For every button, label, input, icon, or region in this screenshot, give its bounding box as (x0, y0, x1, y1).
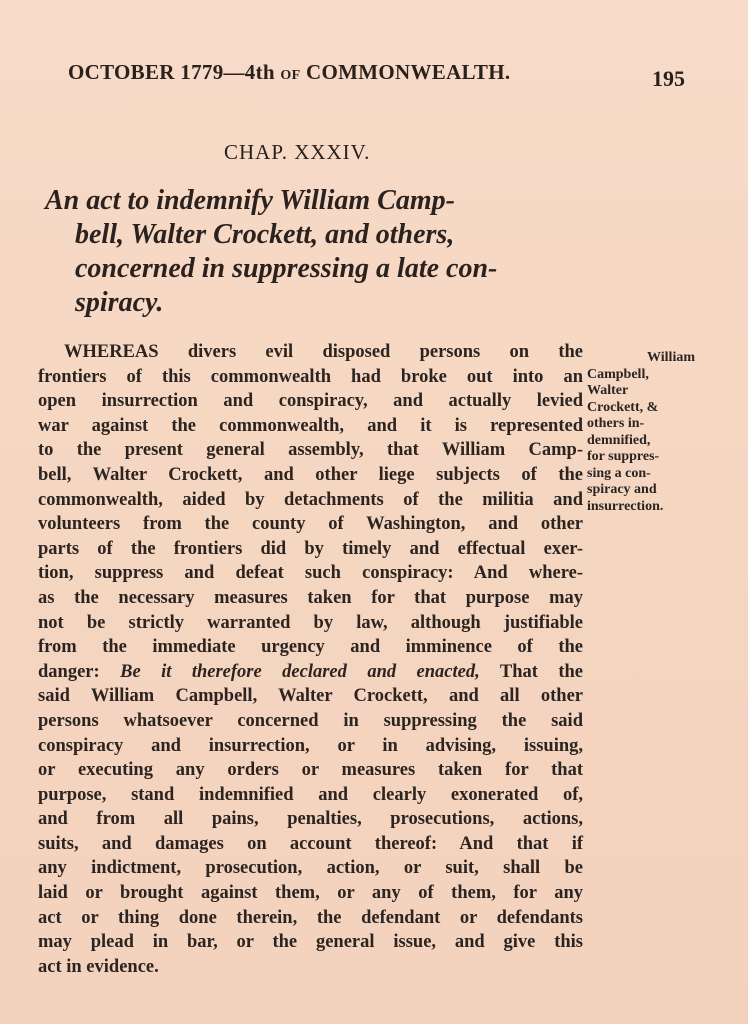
title-line: spiracy. (75, 287, 164, 318)
body-line: any indictment, prosecution, action, or suit, shall be (38, 858, 583, 879)
body-line: may plead in bar, or the general issue, and give this (38, 932, 583, 953)
body-line: bell, Walter Crockett, and other liege subjects of the (38, 464, 583, 485)
margin-note (587, 350, 699, 515)
page-number: 195 (652, 66, 685, 91)
body-line: to the present general assembly, that William Camp- (38, 440, 583, 461)
body-line: commonwealth, aided by detachments of the militia and (38, 489, 583, 510)
note-line: others in- (587, 416, 645, 431)
note-line: sing a con- (587, 465, 651, 481)
title-line: concerned in suppressing a late con- (75, 253, 498, 284)
running-head-commonwealth: COMMONWEALTH. (300, 60, 511, 84)
body-line: open insurrection and conspiracy, and actually levied (38, 391, 583, 412)
enacting-tail: That the (479, 661, 584, 682)
body-line: and from all pains, penalties, prosecutions, actions, (38, 809, 583, 830)
body-line: war against the commonwealth, and it is represented (38, 415, 583, 436)
chapter-heading: CHAP. XXXIV. (224, 140, 371, 164)
body-line: said William Campbell, Walter Crockett, and all other (38, 686, 583, 707)
body-line: act in evidence. (38, 956, 159, 977)
body-line: volunteers from the county of Washington, and other (38, 514, 583, 535)
body-line: conspiracy and insurrection, or in advising, issuing, (38, 735, 583, 756)
title-line: bell, Walter Crockett, and others, (75, 219, 455, 250)
note-line: Campbell, (587, 366, 649, 382)
body-line: act or thing done therein, the defendant or defendants (38, 907, 583, 928)
enacting-clause: Be it therefore declared and enacted, (120, 661, 480, 682)
body-line-enacting (38, 660, 583, 685)
running-head (68, 60, 588, 85)
body-line: as the necessary measures taken for that purpose may (38, 587, 583, 608)
body-line-start: danger: (38, 661, 100, 682)
title-line: An act to indemnify William Camp- (45, 185, 455, 216)
body-line: frontiers of this commonwealth had broke out into an (38, 366, 583, 387)
body-line: persons whatsoever concerned in suppressing the said (38, 710, 583, 731)
act-title (45, 184, 590, 320)
note-line: William (647, 350, 695, 365)
running-head-date: OCTOBER 1779—4th (68, 60, 281, 84)
note-line: for suppres- (587, 449, 660, 464)
body-line: WHEREAS divers evil disposed persons on the (64, 342, 583, 362)
body-line: or executing any orders or measures taken for that (38, 760, 583, 781)
body-line: not be strictly warranted by law, although justifiable (38, 612, 583, 633)
note-line: Walter (587, 383, 629, 398)
running-head-of: OF (280, 68, 301, 83)
note-line: insurrection. (587, 498, 664, 514)
note-line: Crockett, & (587, 399, 659, 415)
act-body (38, 340, 583, 979)
body-line: laid or brought against them, or any of them, for any (38, 883, 583, 904)
body-line: parts of the frontiers did by timely and effectual exer- (38, 538, 583, 559)
body-line: tion, suppress and defeat such conspiracy: And where- (38, 563, 583, 584)
note-line: spiracy and (587, 482, 657, 497)
body-line: purpose, stand indemnified and clearly exonerated of, (38, 784, 583, 805)
body-line: suits, and damages on account thereof: And that if (38, 833, 583, 854)
note-line: demnified, (587, 432, 651, 448)
body-line: from the immediate urgency and imminence of the (38, 637, 583, 658)
